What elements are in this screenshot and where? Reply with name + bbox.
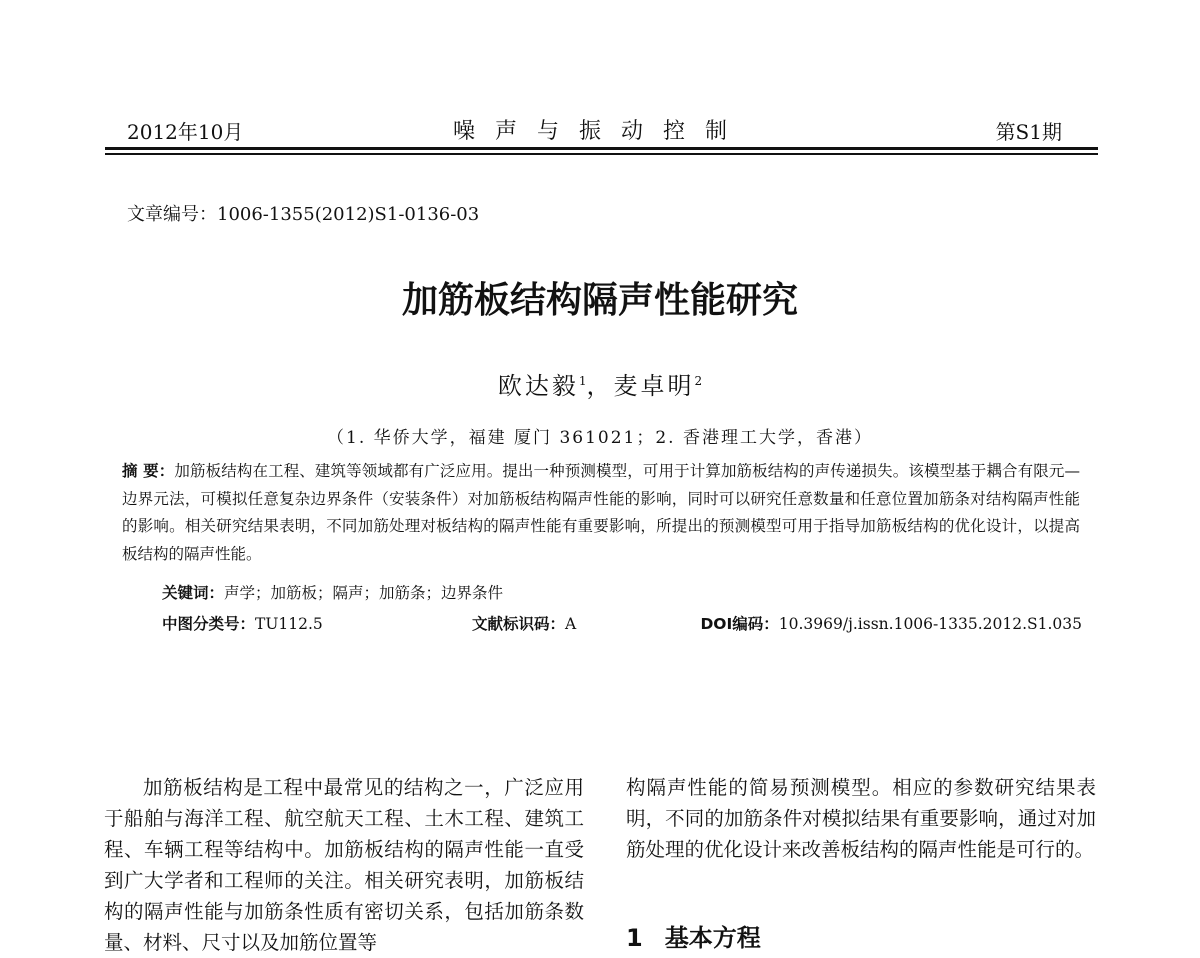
- author-name: 欧达毅: [497, 372, 579, 400]
- journal-name: 噪声与振动控制: [452, 119, 747, 144]
- section-number: 1: [626, 924, 643, 952]
- header-rule-thick: [105, 147, 1098, 150]
- article-number: 文章编号：1006-1355(2012)S1-0136-03: [127, 204, 480, 225]
- author-name: 麦卓明: [613, 372, 695, 400]
- keywords-text: 声学；加筋板；隔声；加筋条；边界条件: [224, 584, 504, 602]
- header-rule-thin: [105, 153, 1098, 155]
- classification-label: 中图分类号：: [162, 615, 256, 633]
- paper-title: 加筋板结构隔声性能研究: [401, 280, 798, 321]
- document-code-label: 文献标识码：: [472, 615, 566, 633]
- section-title: 基本方程: [664, 924, 761, 952]
- author-line: [0, 366, 1200, 401]
- classification-line: [162, 612, 1082, 636]
- author-affil-mark: 2: [694, 374, 703, 388]
- keywords: [162, 581, 503, 603]
- doi-value: 10.3969/j.issn.1006-1335.2012.S1.035: [778, 615, 1082, 633]
- header-date: 2012年10月: [127, 120, 244, 144]
- body-right-column: 构隔声性能的简易预测模型。相应的参数研究结果表明，不同的加筋条件对模拟结果有重要影响，通过对加筋处理的优化设计来改善板结构的隔声性能是可行的。: [626, 776, 1096, 861]
- author-separator: ，: [586, 372, 614, 400]
- doi: [700, 612, 1082, 634]
- abstract-text: 加筋板结构在工程、建筑等领域都有广泛应用。提出一种预测模型，可用于计算加筋板结构的声传递损失。该模型基于耦合有限元—边界元法，可模拟任意复杂边界条件（安装条件）对加筋板结构隔声性能的影响，同时可以研究任意数量和任意位置加筋条对结构隔声性能的影响。相关研究结果表明，不同加筋处理对板结构的隔声性能有重要影响，所提出的预测模型可用于指导加筋板结构的优化设计，以提高板结构的隔声性能。: [122, 462, 1080, 563]
- abstract-label: 摘 要：: [122, 462, 175, 480]
- body-left-column: 加筋板结构是工程中最常见的结构之一，广泛应用于船舶与海洋工程、航空航天工程、土木工程、建筑工程、车辆工程等结构中。加筋板结构的隔声性能一直受到广大学者和工程师的关注。相关研究表明，加筋板结构的隔声性能与加筋条性质有密切关系，包括加筋条数量、材料、尺寸以及加筋位置等: [104, 776, 584, 954]
- doi-label: DOI编码：: [700, 615, 779, 633]
- section-heading: [626, 918, 761, 953]
- keywords-label: 关键词：: [162, 584, 225, 602]
- document-code: [472, 612, 576, 634]
- abstract: [122, 458, 1080, 568]
- affiliations: （1. 华侨大学，福建 厦门 361021；2. 香港理工大学，香港）: [327, 428, 873, 448]
- classification-value: TU112.5: [255, 615, 323, 633]
- issue-number: 第S1期: [995, 120, 1062, 144]
- author-affil-mark: 1: [578, 374, 587, 388]
- classification-number: [162, 612, 323, 634]
- document-code-value: A: [565, 615, 577, 633]
